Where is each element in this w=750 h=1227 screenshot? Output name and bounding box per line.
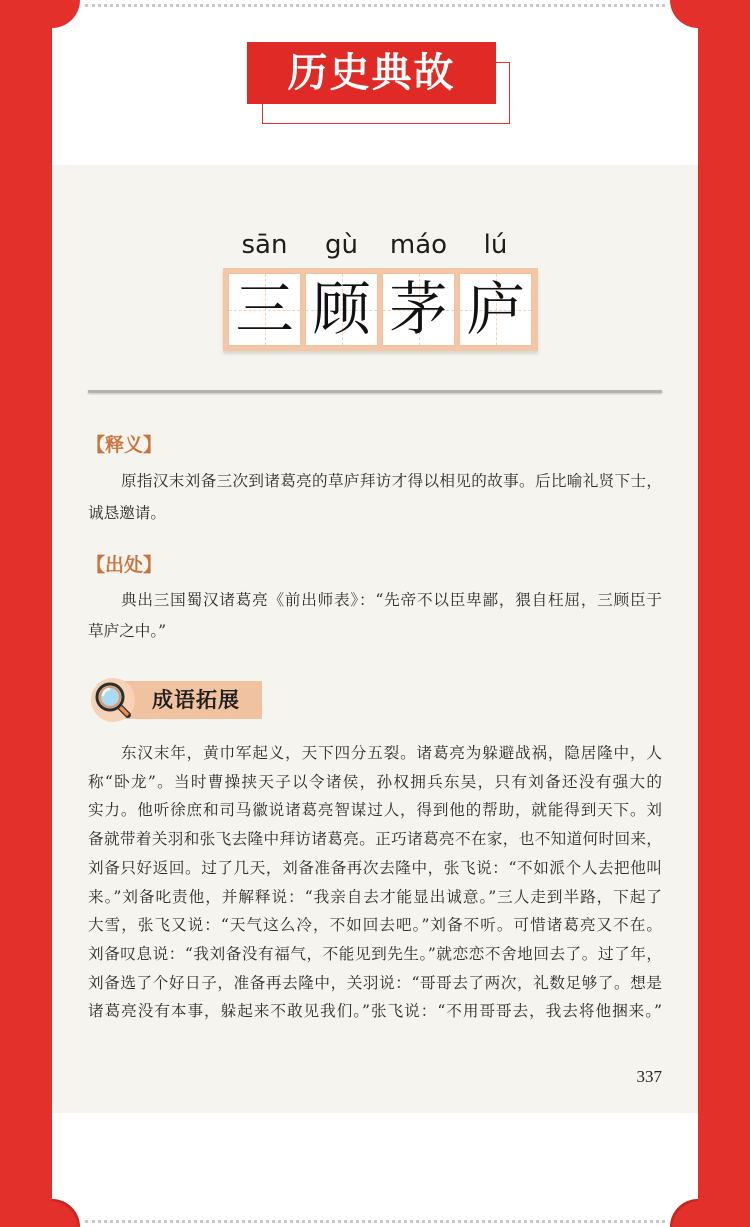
pinyin-syllable: gù bbox=[325, 230, 358, 260]
text-line: 刘备叹息说：“我刘备没有福气，不能见到先生。”就恋恋不舍地回去了。过了年， bbox=[88, 944, 662, 963]
text-line: 原指汉末刘备三次到诸葛亮的草庐拜访才得以相见的故事。后比喻礼贤下士， bbox=[121, 472, 662, 490]
magnifying-glass-icon bbox=[89, 676, 137, 724]
idiom-character: 三 bbox=[235, 275, 294, 343]
text-line: 称“卧龙”。当时曹操挟天子以令诸侯，孙权拥兵东吴，只有刘备还没有强大的 bbox=[88, 772, 662, 791]
page-number: 337 bbox=[636, 1067, 662, 1086]
source-heading: 【出处】 bbox=[86, 554, 163, 576]
section-title: 历史典故 bbox=[247, 42, 496, 104]
pinyin-syllable: lú bbox=[483, 230, 508, 260]
extension-badge-label: 成语拓展 bbox=[152, 687, 240, 712]
idiom-pinyin bbox=[228, 227, 533, 263]
text-line: 东汉末年，黄巾军起义，天下四分五裂。诸葛亮为躲避战祸，隐居隆中，人 bbox=[121, 744, 662, 762]
text-line: 大雪，张飞又说：“天气这么冷，不如回去吧。”刘备不听。可惜诸葛亮又不在。 bbox=[88, 916, 662, 935]
idiom-character: 庐 bbox=[466, 275, 525, 343]
character-box bbox=[382, 273, 455, 346]
idiom-character: 茅 bbox=[389, 275, 448, 343]
text-line: 备就带着关羽和张飞去隆中拜访诸葛亮。正巧诸葛亮不在家，也不知道何时回来， bbox=[88, 830, 662, 849]
horizontal-divider bbox=[88, 390, 662, 393]
character-box bbox=[228, 273, 301, 346]
definition-text bbox=[88, 465, 662, 529]
text-line: 诸葛亮没有本事，躲起来不敢见我们。”张飞说：“不用哥哥去，我去将他捆来。” bbox=[88, 1002, 662, 1021]
idiom-character: 顾 bbox=[312, 275, 371, 343]
character-box bbox=[459, 273, 532, 346]
text-line: 典出三国蜀汉诸葛亮《前出师表》：“先帝不以臣卑鄙，猥自枉屈，三顾臣于 bbox=[121, 591, 662, 609]
text-line: 草庐之中。” bbox=[88, 622, 167, 640]
definition-heading: 【释义】 bbox=[86, 434, 163, 456]
dotted-divider-bottom bbox=[85, 1220, 665, 1223]
source-text bbox=[88, 585, 662, 647]
extension-story-text bbox=[88, 739, 662, 1026]
text-line: 来。”刘备叱责他，并解释说：“我亲自去才能显出诚意。”三人走到半路，下起了 bbox=[88, 887, 662, 906]
text-line: 刘备只好返回。过了几天，刘备准备再次去隆中，张飞说：“不如派个人去把他叫 bbox=[88, 858, 662, 877]
idiom-character-grid bbox=[223, 268, 538, 351]
pinyin-syllable: máo bbox=[389, 230, 448, 260]
pinyin-syllable: sān bbox=[241, 230, 288, 260]
text-line: 实力。他听徐庶和司马徽说诸葛亮智谋过人，得到他的帮助，就能得到天下。刘 bbox=[88, 801, 662, 820]
character-box bbox=[305, 273, 378, 346]
dotted-divider-top bbox=[85, 4, 665, 7]
text-line: 诚恳邀请。 bbox=[88, 504, 166, 522]
extension-badge bbox=[117, 681, 262, 719]
text-line: 刘备选了个好日子，准备再去隆中，关羽说：“哥哥去了两次，礼数足够了。想是 bbox=[88, 973, 662, 992]
